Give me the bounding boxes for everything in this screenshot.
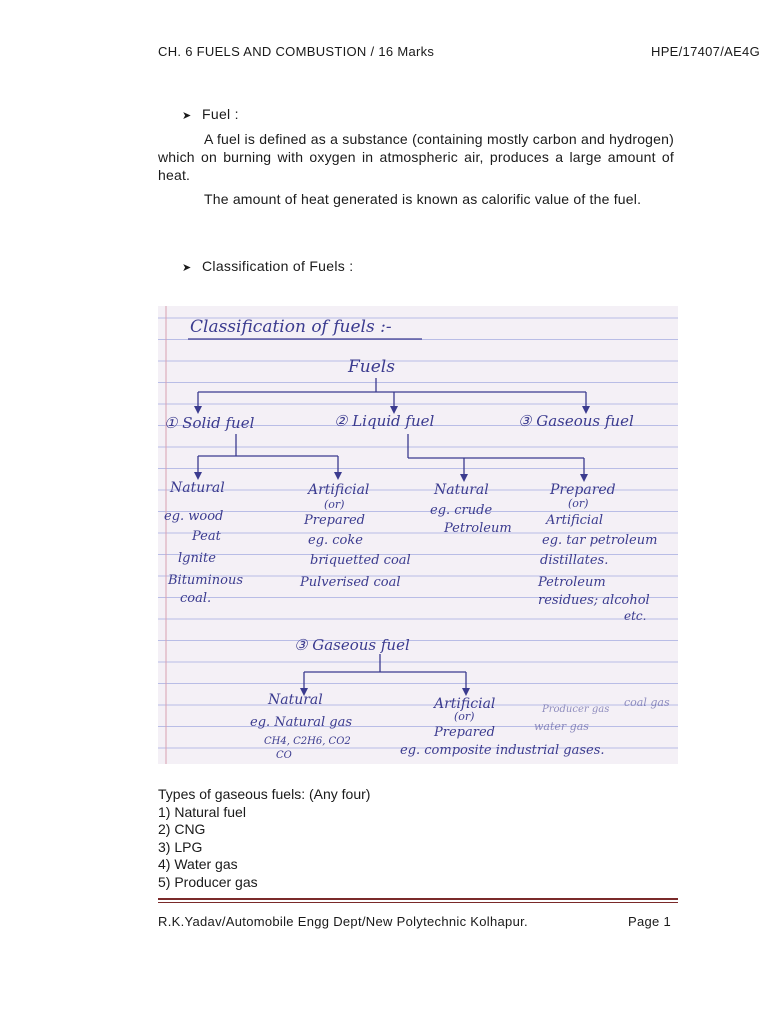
solid-natural-example: eg. wood [164, 509, 224, 524]
page-number: Page 1 [628, 914, 672, 929]
fuel-heading [182, 106, 239, 122]
liquid-prepared-example: distillates. [540, 553, 609, 568]
branch-solid-fuel: ① Solid fuel [164, 414, 255, 432]
branch-liquid-fuel: ② Liquid fuel [334, 412, 435, 430]
calorific-value-text: The amount of heat generated is known as calorific value of the fuel. [204, 191, 642, 207]
liquid-prepared-or: (or) [568, 497, 589, 510]
gaseous-prepared-label: Prepared [434, 725, 495, 740]
arrow-bullet-icon: ➤ [182, 110, 192, 122]
types-heading: Types of gaseous fuels: (Any four) [158, 786, 371, 802]
gaseous-artificial-or: (or) [454, 710, 475, 723]
pencil-note-coal-gas: coal gas [624, 696, 670, 709]
fuel-definition-text: A fuel is defined as a substance (containing mostly carbon and hydrogen) which on burning with oxygen in atmospheric air, produces a large amount of heat. [158, 131, 674, 183]
gaseous-fuel-types [158, 786, 370, 892]
classification-diagram [158, 306, 678, 764]
liquid-prepared-label: Prepared [550, 482, 616, 498]
solid-artificial-label: Artificial [308, 482, 370, 498]
solid-natural-example: coal. [180, 591, 212, 606]
footer-rule-thick [158, 898, 678, 900]
solid-natural-label: Natural [170, 480, 225, 496]
gaseous-fuel-heading: ③ Gaseous fuel [294, 636, 410, 654]
liquid-prepared-example: Petroleum [538, 575, 606, 590]
classification-heading-text: Classification of Fuels : [202, 258, 354, 274]
pencil-note-water-gas: water gas [534, 720, 589, 733]
page-header-title: CH. 6 FUELS AND COMBUSTION / 16 Marks [158, 44, 435, 59]
root-fuels: Fuels [348, 357, 395, 377]
arrow-bullet-icon: ➤ [182, 262, 192, 274]
solid-artificial-or: (or) [324, 498, 345, 511]
footer-author: R.K.Yadav/Automobile Engg Dept/New Polytechnic Kolhapur. [158, 914, 528, 929]
gaseous-natural-example: eg. Natural gas [250, 715, 353, 730]
fuel-heading-text: Fuel : [202, 106, 239, 122]
solid-artificial-example: Pulverised coal [300, 575, 401, 590]
branch-gaseous-fuel: ③ Gaseous fuel [518, 412, 634, 430]
liquid-prepared-example: etc. [624, 609, 647, 623]
list-item: 2) CNG [158, 821, 206, 838]
solid-natural-example: lgnite [178, 551, 216, 566]
liquid-natural-label: Natural [434, 482, 489, 498]
diagram-title: Classification of fuels :- [190, 317, 392, 337]
footer-rule-thin [158, 902, 678, 903]
liquid-artificial-label: Artificial [546, 513, 604, 528]
list-item: 1) Natural fuel [158, 803, 246, 820]
gaseous-artificial-label: Artificial [434, 696, 496, 712]
gaseous-artificial-example: eg. composite industrial gases. [400, 743, 605, 758]
solid-artificial-example: briquetted coal [310, 553, 411, 568]
solid-natural-example: Bituminous [168, 573, 244, 588]
list-item: 4) Water gas [158, 856, 238, 873]
solid-natural-example: Peat [192, 529, 221, 544]
solid-artificial-example: eg. coke [308, 533, 363, 548]
liquid-natural-example: Petroleum [444, 521, 512, 536]
pencil-note-producer-gas: Producer gas [542, 704, 610, 715]
page-header-code: HPE/17407/AE4G [651, 44, 760, 59]
handwritten-classification-image [158, 306, 678, 764]
solid-prepared-label: Prepared [304, 513, 365, 528]
gaseous-natural-formulae: CH4, C2H6, CO2 [264, 736, 351, 747]
gaseous-natural-label: Natural [268, 692, 323, 708]
fuel-definition-paragraph [158, 130, 674, 184]
liquid-natural-example: eg. crude [430, 503, 493, 518]
classification-heading [182, 258, 353, 274]
gaseous-natural-formulae: CO [276, 750, 292, 761]
list-item: 5) Producer gas [158, 873, 258, 890]
liquid-prepared-example: eg. tar petroleum [542, 533, 658, 548]
liquid-prepared-example: residues; alcohol [538, 593, 650, 608]
list-item: 3) LPG [158, 838, 203, 855]
calorific-value-paragraph [158, 190, 674, 208]
